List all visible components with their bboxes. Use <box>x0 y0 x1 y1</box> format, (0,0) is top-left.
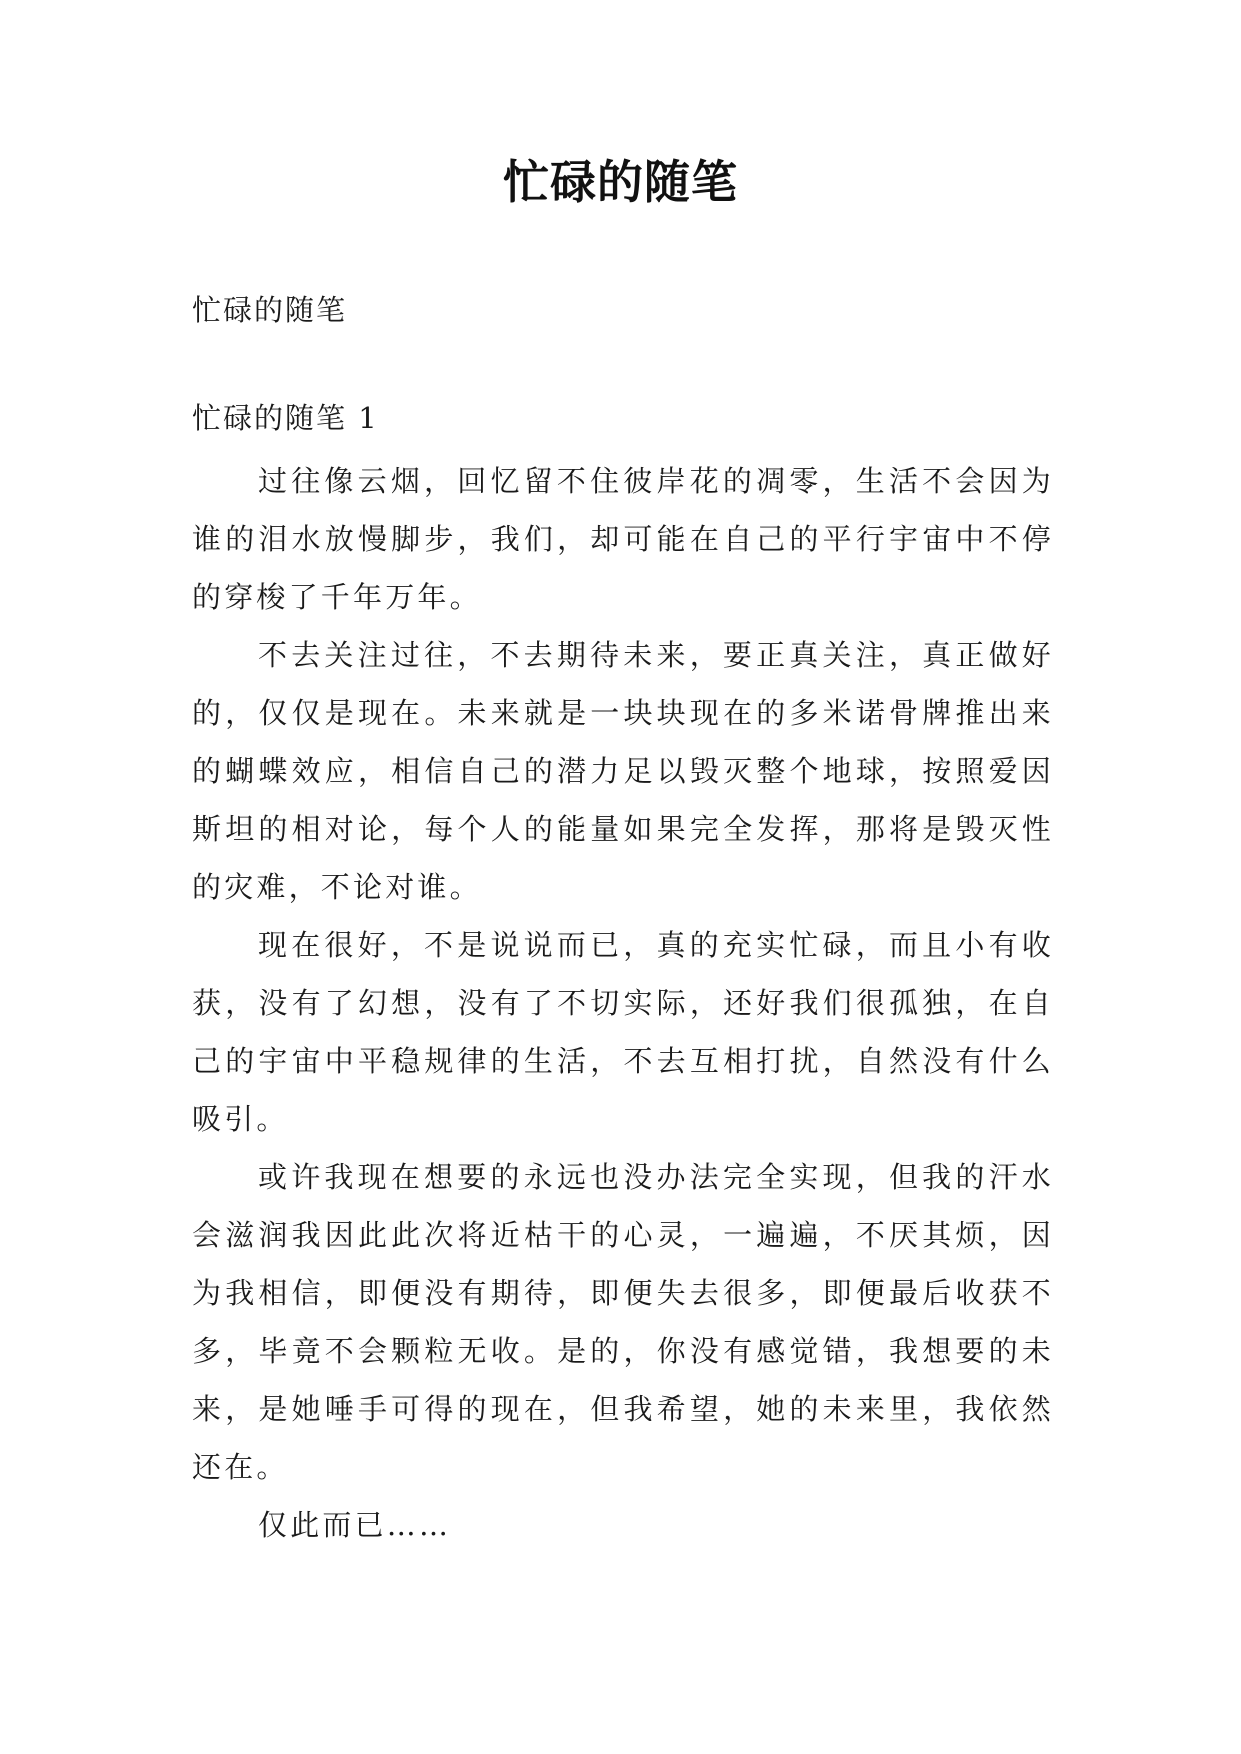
paragraph: 现在很好，不是说说而已，真的充实忙碌，而且小有收获，没有了幻想，没有了不切实际，还好我们很孤独，在自己的宇宙中平稳规律的生活，不去互相打扰，自然没有什么吸引。 <box>192 928 1054 1136</box>
section-heading: 忙碌的随笔 1 <box>192 401 379 435</box>
paragraph: 不去关注过往，不去期待未来，要正真关注，真正做好的，仅仅是现在。未来就是一块块现在的多米诺骨牌推出来的蝴蝶效应，相信自己的潜力足以毁灭整个地球，按照爱因斯坦的相对论，每个人的能量如果完全发挥，那将是毁灭性的灾难，不论对谁。 <box>192 638 1054 904</box>
document-body <box>192 290 1054 1554</box>
paragraph: 过往像云烟，回忆留不住彼岸花的凋零，生活不会因为谁的泪水放慢脚步，我们，却可能在自己的平行宇宙中不停的穿梭了千年万年。 <box>192 464 1054 614</box>
document-subtitle: 忙碌的随笔 <box>192 293 348 327</box>
paragraph: 或许我现在想要的永远也没办法完全实现，但我的汗水会滋润我因此此次将近枯干的心灵，一遍遍，不厌其烦，因为我相信，即便没有期待，即便失去很多，即便最后收获不多，毕竟不会颗粒无收。是的，你没有感觉错，我想要的未来，是她唾手可得的现在，但我希望，她的未来里，我依然还在。 <box>192 1160 1054 1484</box>
document-title: 忙碌的随笔 <box>503 155 738 209</box>
paragraph: 仅此而已…… <box>258 1508 452 1542</box>
